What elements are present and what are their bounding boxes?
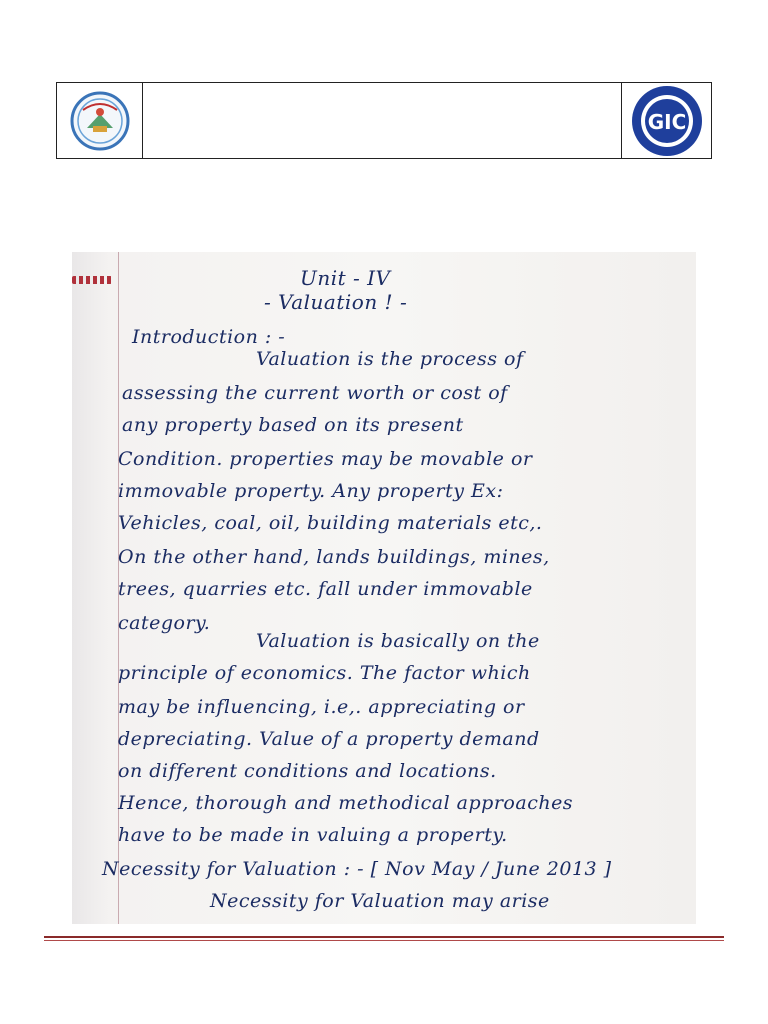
note-line-9: trees, quarries etc. fall under immovable bbox=[118, 578, 533, 600]
note-line-18: Necessity for Valuation : - [ Nov May / June 2013 ] bbox=[102, 858, 612, 880]
header-title-cell bbox=[143, 83, 621, 158]
header-right-cell bbox=[621, 83, 711, 158]
note-line-19: Necessity for Valuation may arise bbox=[210, 890, 550, 912]
note-line-12: principle of economics. The factor which bbox=[118, 662, 531, 684]
footer-rule-thin bbox=[44, 940, 724, 941]
note-line-15: on different conditions and locations. bbox=[118, 760, 497, 782]
topic-heading: - Valuation ! - bbox=[264, 290, 408, 314]
note-line-2: Valuation is the process of bbox=[256, 348, 524, 370]
unit-heading: Unit - IV bbox=[300, 266, 391, 290]
binding-marks bbox=[72, 276, 112, 284]
note-line-4: any property based on its present bbox=[122, 414, 464, 436]
note-line-1: Introduction : - bbox=[132, 326, 286, 348]
footer-rule bbox=[44, 936, 724, 938]
header-table bbox=[56, 82, 712, 159]
college-emblem-icon bbox=[69, 90, 131, 152]
gic-seal-text: GIC bbox=[647, 109, 686, 134]
note-line-8: On the other hand, lands buildings, mines, bbox=[118, 546, 550, 568]
note-line-16: Hence, thorough and methodical approaches bbox=[118, 792, 574, 814]
note-line-13: may be influencing, i.e,. appreciating or bbox=[118, 696, 525, 718]
note-line-10: category. bbox=[118, 612, 211, 634]
note-line-11: Valuation is basically on the bbox=[256, 630, 540, 652]
note-line-17: have to be made in valuing a property. bbox=[118, 824, 508, 846]
note-line-6: immovable property. Any property Ex: bbox=[118, 480, 504, 502]
note-line-14: depreciating. Value of a property demand bbox=[118, 728, 540, 750]
note-line-7: Vehicles, coal, oil, building materials etc,. bbox=[118, 512, 543, 534]
note-line-3: assessing the current worth or cost of bbox=[122, 382, 508, 404]
header-left-cell bbox=[57, 83, 143, 158]
notebook-scan bbox=[72, 252, 696, 924]
note-line-5: Condition. properties may be movable or bbox=[118, 448, 533, 470]
gic-seal-icon bbox=[630, 84, 704, 158]
